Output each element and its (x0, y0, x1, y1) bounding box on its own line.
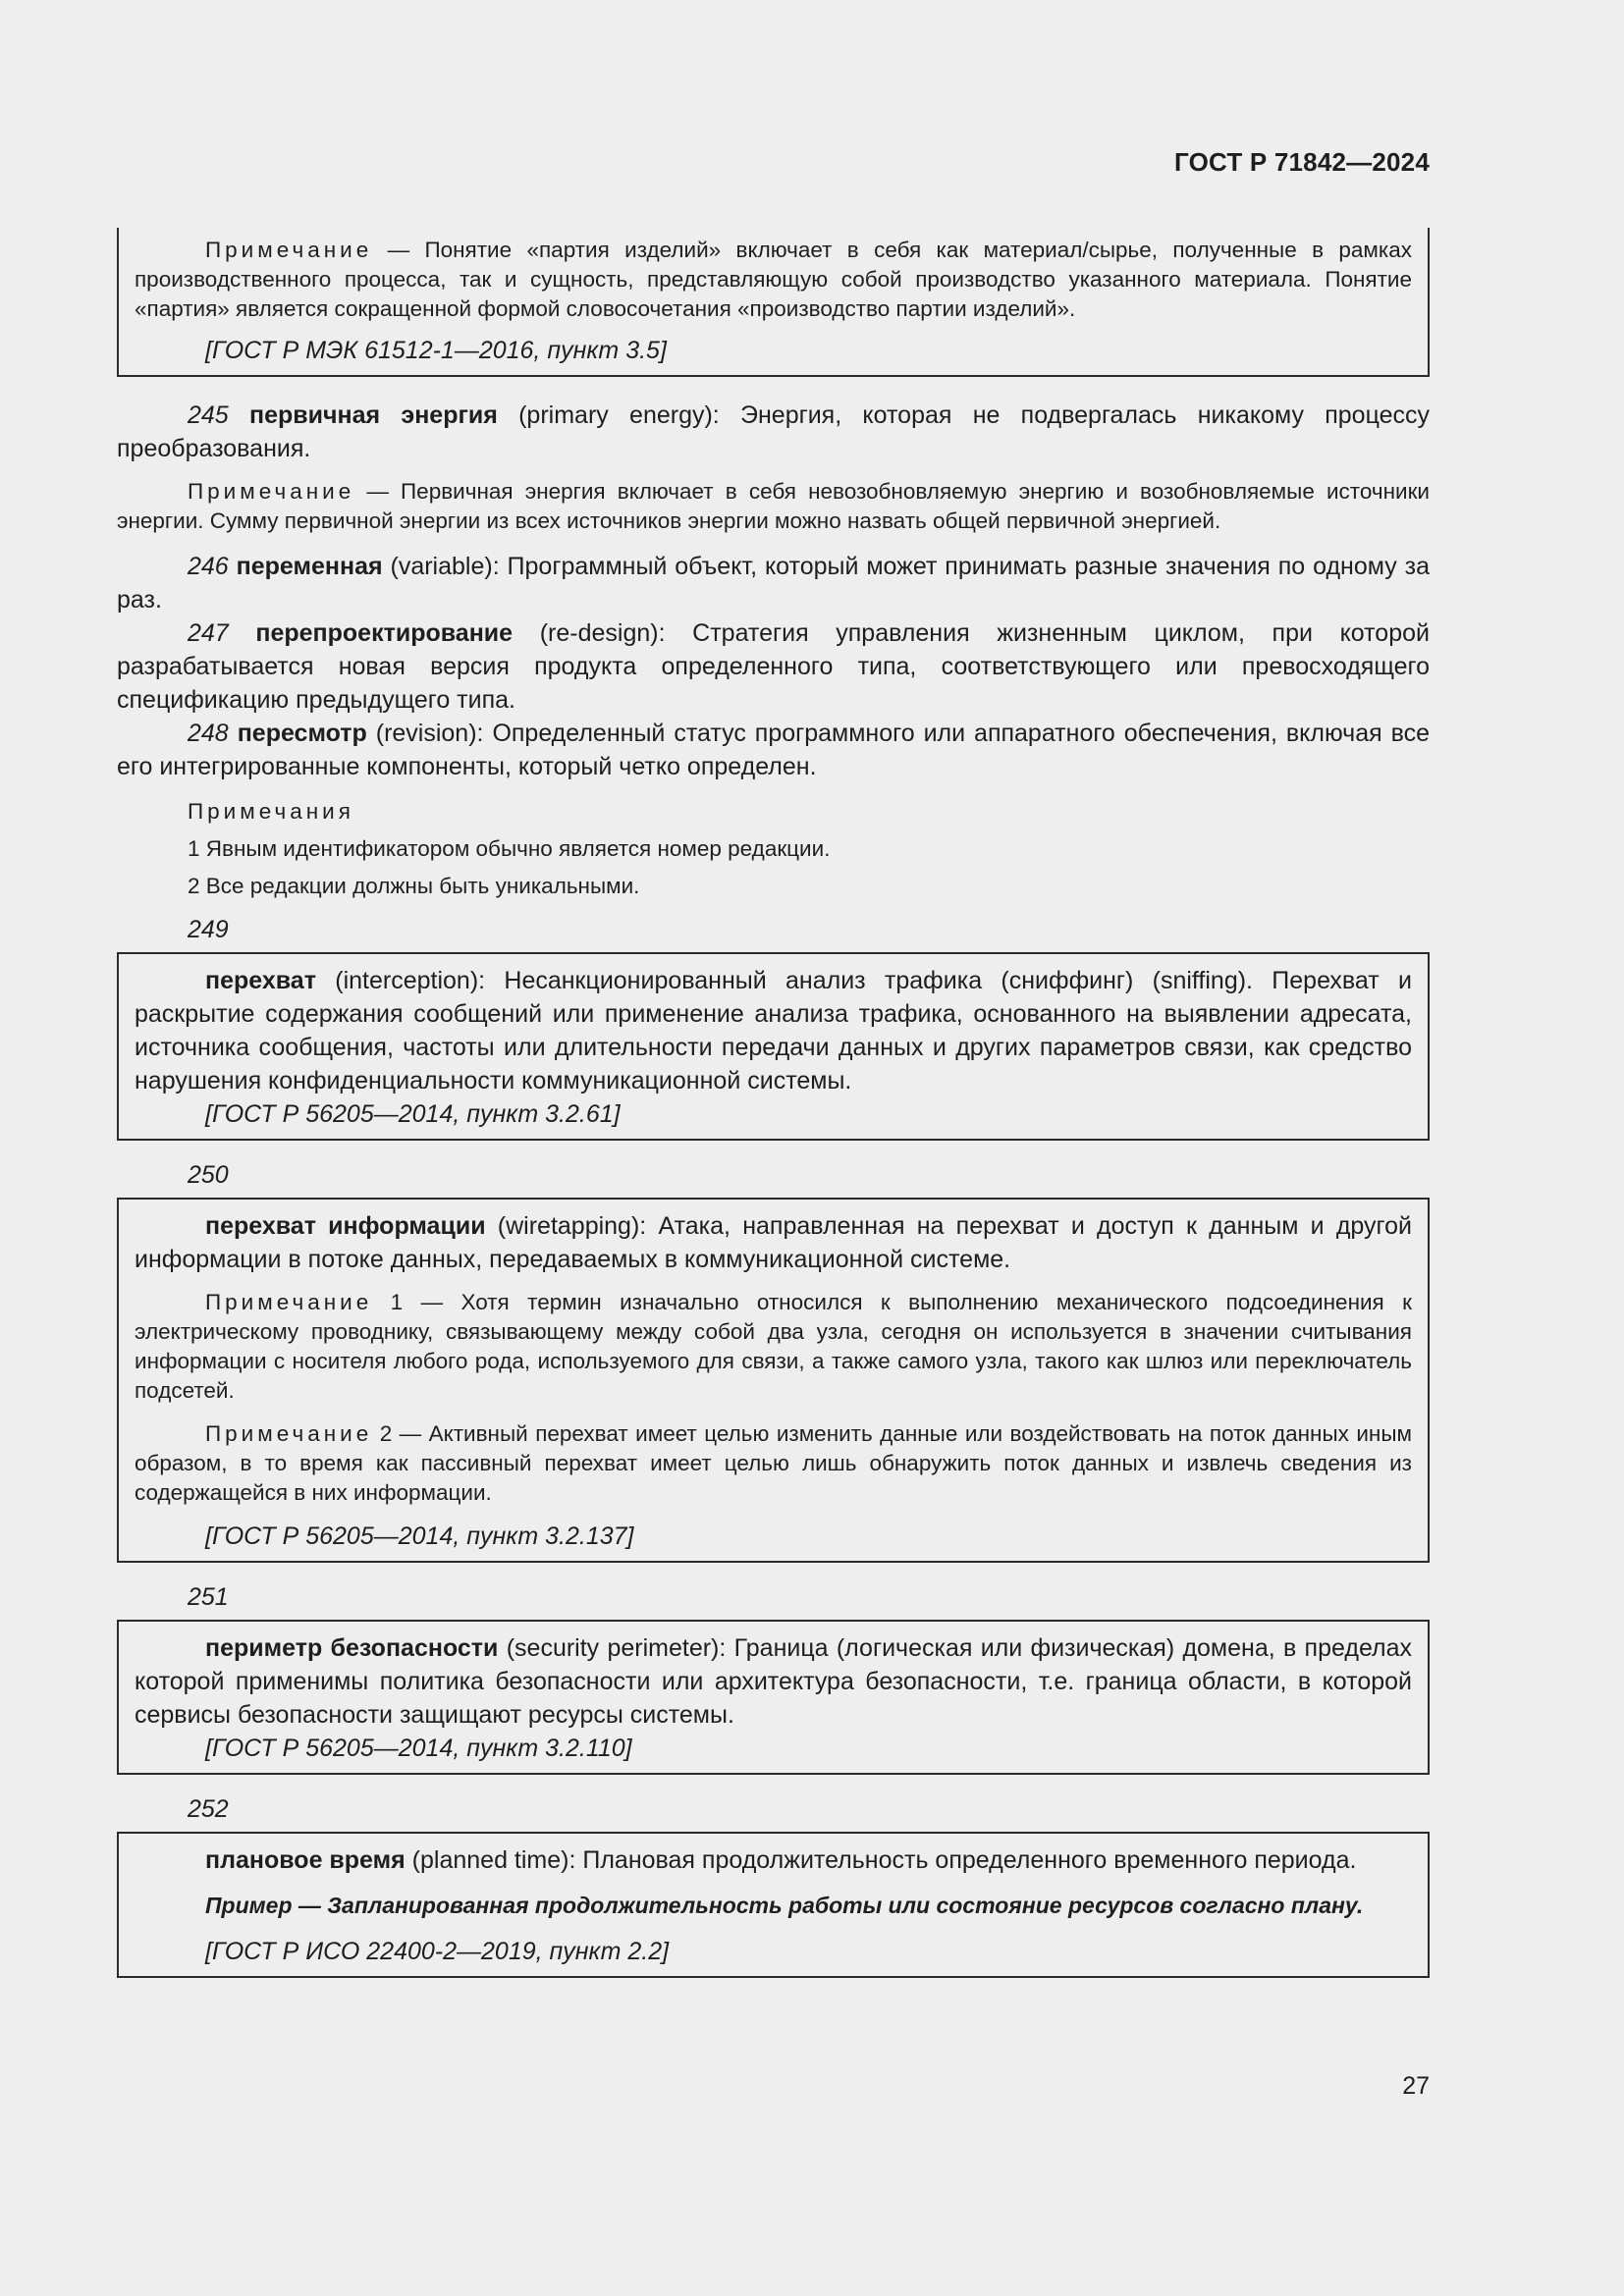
note (135, 236, 1412, 324)
term-entry (135, 1843, 1412, 1877)
example: Пример — Запланированная продолжительность работы или состояние ресурсов согласно плану. (205, 1893, 1364, 1918)
term-box-continued (117, 228, 1430, 377)
term-box-250 (117, 1198, 1430, 1563)
source-reference: [ГОСТ Р МЭК 61512-1—2016, пункт 3.5] (205, 337, 667, 364)
term-number: 247 (188, 619, 229, 647)
term-number: 245 (188, 401, 229, 429)
term-number-252: 252 (188, 1795, 229, 1823)
page-number: 27 (1402, 2072, 1430, 2100)
term-definition: (planned time): Плановая продолжительность определенного временного периода. (405, 1846, 1357, 1874)
term-box-249 (117, 952, 1430, 1141)
term-name: плановое время (205, 1846, 406, 1874)
term-entry-248 (117, 717, 1430, 783)
note-item: 2 Все редакции должны быть уникальными. (188, 874, 640, 898)
document-header: ГОСТ Р 71842—2024 (1174, 147, 1430, 177)
note-item: 1 Явным идентификатором обычно является номер редакции. (188, 836, 831, 861)
source-reference: [ГОСТ Р ИСО 22400-2—2019, пункт 2.2] (205, 1938, 670, 1965)
term-definition: (interception): Несанкционированный анализ трафика (сниффинг) (sniffing). Перехват и раскрытие содержания сообщений или применение анализа трафика, основанного на выявлении адресата, источника сообщения, частоты или длительности передачи данных и других параметров связи, как средство нарушения конфиденциальности коммуникационной системы. (135, 967, 1412, 1095)
note (135, 1419, 1412, 1508)
note-label: Примечание (205, 1421, 373, 1446)
page-content (117, 228, 1430, 1978)
note (135, 1288, 1412, 1406)
term-number: 248 (188, 720, 229, 747)
term-number-249: 249 (188, 916, 229, 943)
term-name: первичная энергия (249, 401, 498, 429)
term-entry (135, 1209, 1412, 1276)
term-entry-247 (117, 616, 1430, 717)
note (117, 477, 1430, 536)
term-number-251: 251 (188, 1583, 229, 1611)
term-name: перехват (205, 967, 316, 994)
note-label: Примечание (188, 479, 355, 504)
source-reference: [ГОСТ Р 56205—2014, пункт 3.2.61] (205, 1100, 621, 1128)
note-text: — Первичная энергия включает в себя невозобновляемую энергию и возобновляемые источники энергии. Сумму первичной энергии из всех источников энергии можно назвать общей первичной энергией. (117, 479, 1430, 533)
term-box-251 (117, 1620, 1430, 1775)
note-label: Примечание (205, 238, 373, 262)
note-text: 2 — Активный перехват имеет целью изменить данные или воздействовать на поток данных иным образом, в то время как пассивный перехват имеет целью лишь обнаружить поток данных и извлечь сведения из содержащейся в них информации. (135, 1421, 1412, 1505)
term-entry-246 (117, 550, 1430, 616)
term-entry-245 (117, 399, 1430, 465)
note-text: 1 — Хотя термин изначально относился к выполнению механического подсоединения к электрическому проводнику, связывающему между собой два узла, сегодня он используется в значении считывания информации с носителя любого рода, используемого для связи, а также самого узла, такого как шлюз или переключатель подсетей. (135, 1290, 1412, 1403)
term-definition: (security perimeter): Граница (логическая или физическая) домена, в пределах которой применимы политика безопасности или архитектура безопасности, т.е. граница области, в которой сервисы безопасности защищают ресурсы системы. (135, 1634, 1413, 1729)
term-name: перепроектирование (255, 619, 514, 647)
term-number-250: 250 (188, 1161, 229, 1189)
source-reference: [ГОСТ Р 56205—2014, пункт 3.2.137] (205, 1522, 634, 1550)
term-definition: (primary energy): Энергия, которая не подвергалась никакому процессу преобразования. (117, 401, 1431, 462)
notes-label: Примечания (188, 799, 354, 824)
term-entry (135, 964, 1412, 1097)
term-box-252 (117, 1832, 1430, 1978)
term-number: 246 (188, 553, 229, 580)
term-definition: (revision): Определенный статус программного или аппаратного обеспечения, включая все его интегрированные компоненты, который четко определен. (117, 720, 1430, 780)
note-label: Примечание (205, 1290, 373, 1314)
term-definition: (wiretapping): Атака, направленная на перехват и доступ к данным и другой информации в потоке данных, передаваемых в коммуникационной системе. (135, 1212, 1412, 1273)
term-definition: (variable): Программный объект, который может принимать разные значения по одному за раз. (117, 553, 1431, 614)
term-name: переменная (236, 553, 383, 580)
notes-heading (117, 797, 1430, 827)
term-name: пересмотр (237, 720, 367, 747)
term-name: перехват информации (205, 1212, 486, 1240)
term-name: периметр безопасности (205, 1634, 499, 1662)
term-definition: (re-design): Стратегия управления жизненным циклом, при которой разрабатывается новая версия продукта определенного типа, соответствующего или превосходящего спецификацию предыдущего типа. (117, 619, 1430, 714)
source-reference: [ГОСТ Р 56205—2014, пункт 3.2.110] (205, 1735, 632, 1762)
note-text: — Понятие «партия изделий» включает в себя как материал/сырье, полученные в рамках производственного процесса, так и сущность, представляющую собой производство указанного материала. Понятие «партия» является сокращенной формой словосочетания «производство партии изделий». (135, 238, 1412, 321)
term-entry (135, 1631, 1412, 1732)
